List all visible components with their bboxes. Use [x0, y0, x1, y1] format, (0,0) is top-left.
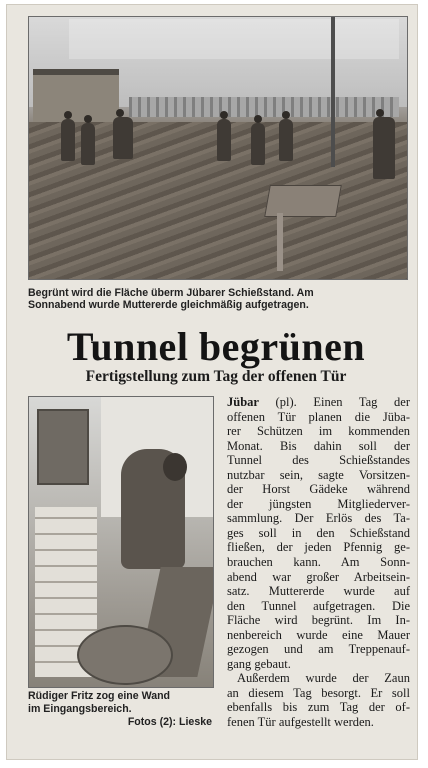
article-line [227, 395, 410, 410]
article-line: der Horst Gädeke während [227, 482, 410, 497]
photo-bucket [77, 625, 173, 685]
caption-line: Begrünt wird die Fläche überm Jübarer Schießstand. Am [28, 287, 314, 299]
article-line: fenen Tür aufgestellt werden. [227, 715, 374, 730]
caption-line: Sonnabend wurde Muttererde gleichmäßig aufgetragen. [28, 299, 309, 312]
article-text: (pl). Einen Tag der [258, 395, 410, 409]
article-line: Tunnel des Schießstandes [227, 453, 410, 468]
caption-line: Rüdiger Fritz zog eine Wand [28, 690, 171, 702]
photo-billboard [69, 19, 399, 59]
article-line: gang gebaut. [227, 656, 291, 671]
caption-line: im Eingangsbereich. [28, 703, 132, 715]
top-photo [28, 16, 408, 280]
photo-man-head [163, 453, 187, 481]
article-line: ges soll in den Schießstand [227, 525, 410, 540]
worker-figure [373, 117, 395, 179]
article-line: sammlung. Der Erlös des Ta- [227, 511, 410, 526]
bottom-photo [28, 396, 214, 688]
wheelbarrow [264, 185, 342, 217]
headline: Tunnel begrünen [66, 324, 366, 369]
article-line: den Tunnel aufgetragen. Die [227, 598, 410, 613]
wheelbarrow-leg [277, 213, 283, 271]
article-line: rer Schützen im kommenden [227, 424, 410, 439]
worker-figure [217, 119, 231, 161]
worker-figure [279, 119, 293, 161]
article-body [227, 395, 410, 730]
photo-pole [331, 17, 335, 167]
photo-doorway [37, 409, 89, 485]
photo-treeline [129, 97, 399, 117]
article-line: Außerdem wurde der Zaun [237, 671, 410, 686]
article-line: Fläche wird begrünt. Im In- [227, 613, 410, 628]
dateline: Jübar [227, 395, 259, 409]
top-photo-caption [28, 287, 408, 312]
article-line: fließen, der jeden Pfennig ge- [227, 540, 410, 555]
article-line: abend war großer Arbeitsein- [227, 569, 410, 584]
photo-credit: Fotos (2): Lieske [127, 716, 212, 728]
worker-figure [61, 119, 75, 161]
article-line: nenbereich wurde eine Mauer [227, 627, 410, 642]
worker-figure [251, 123, 265, 165]
article-line: an diesem Tag besorgt. Er soll [227, 685, 410, 700]
bottom-photo-caption [28, 690, 212, 729]
article-line: nutzbar sein, sagte Vorsitzen- [227, 467, 410, 482]
article-line: gezogen und am Treppenauf- [227, 642, 410, 657]
article-line: satz. Muttererde wurde auf [227, 584, 410, 599]
article-line: der jüngsten Mitgliederver- [227, 496, 410, 511]
worker-figure [81, 123, 95, 165]
worker-figure [113, 117, 133, 159]
article-line: Monat. Bis dahin soll der [227, 438, 410, 453]
article-line: ebenfalls bis zum Tag der of- [227, 700, 410, 715]
subheadline: Fertigstellung zum Tag der offenen Tür [85, 368, 347, 385]
article-line: offenen Tür planen die Jüba- [227, 409, 410, 424]
article-line: brauchen kann. Am Sonn- [227, 555, 410, 570]
